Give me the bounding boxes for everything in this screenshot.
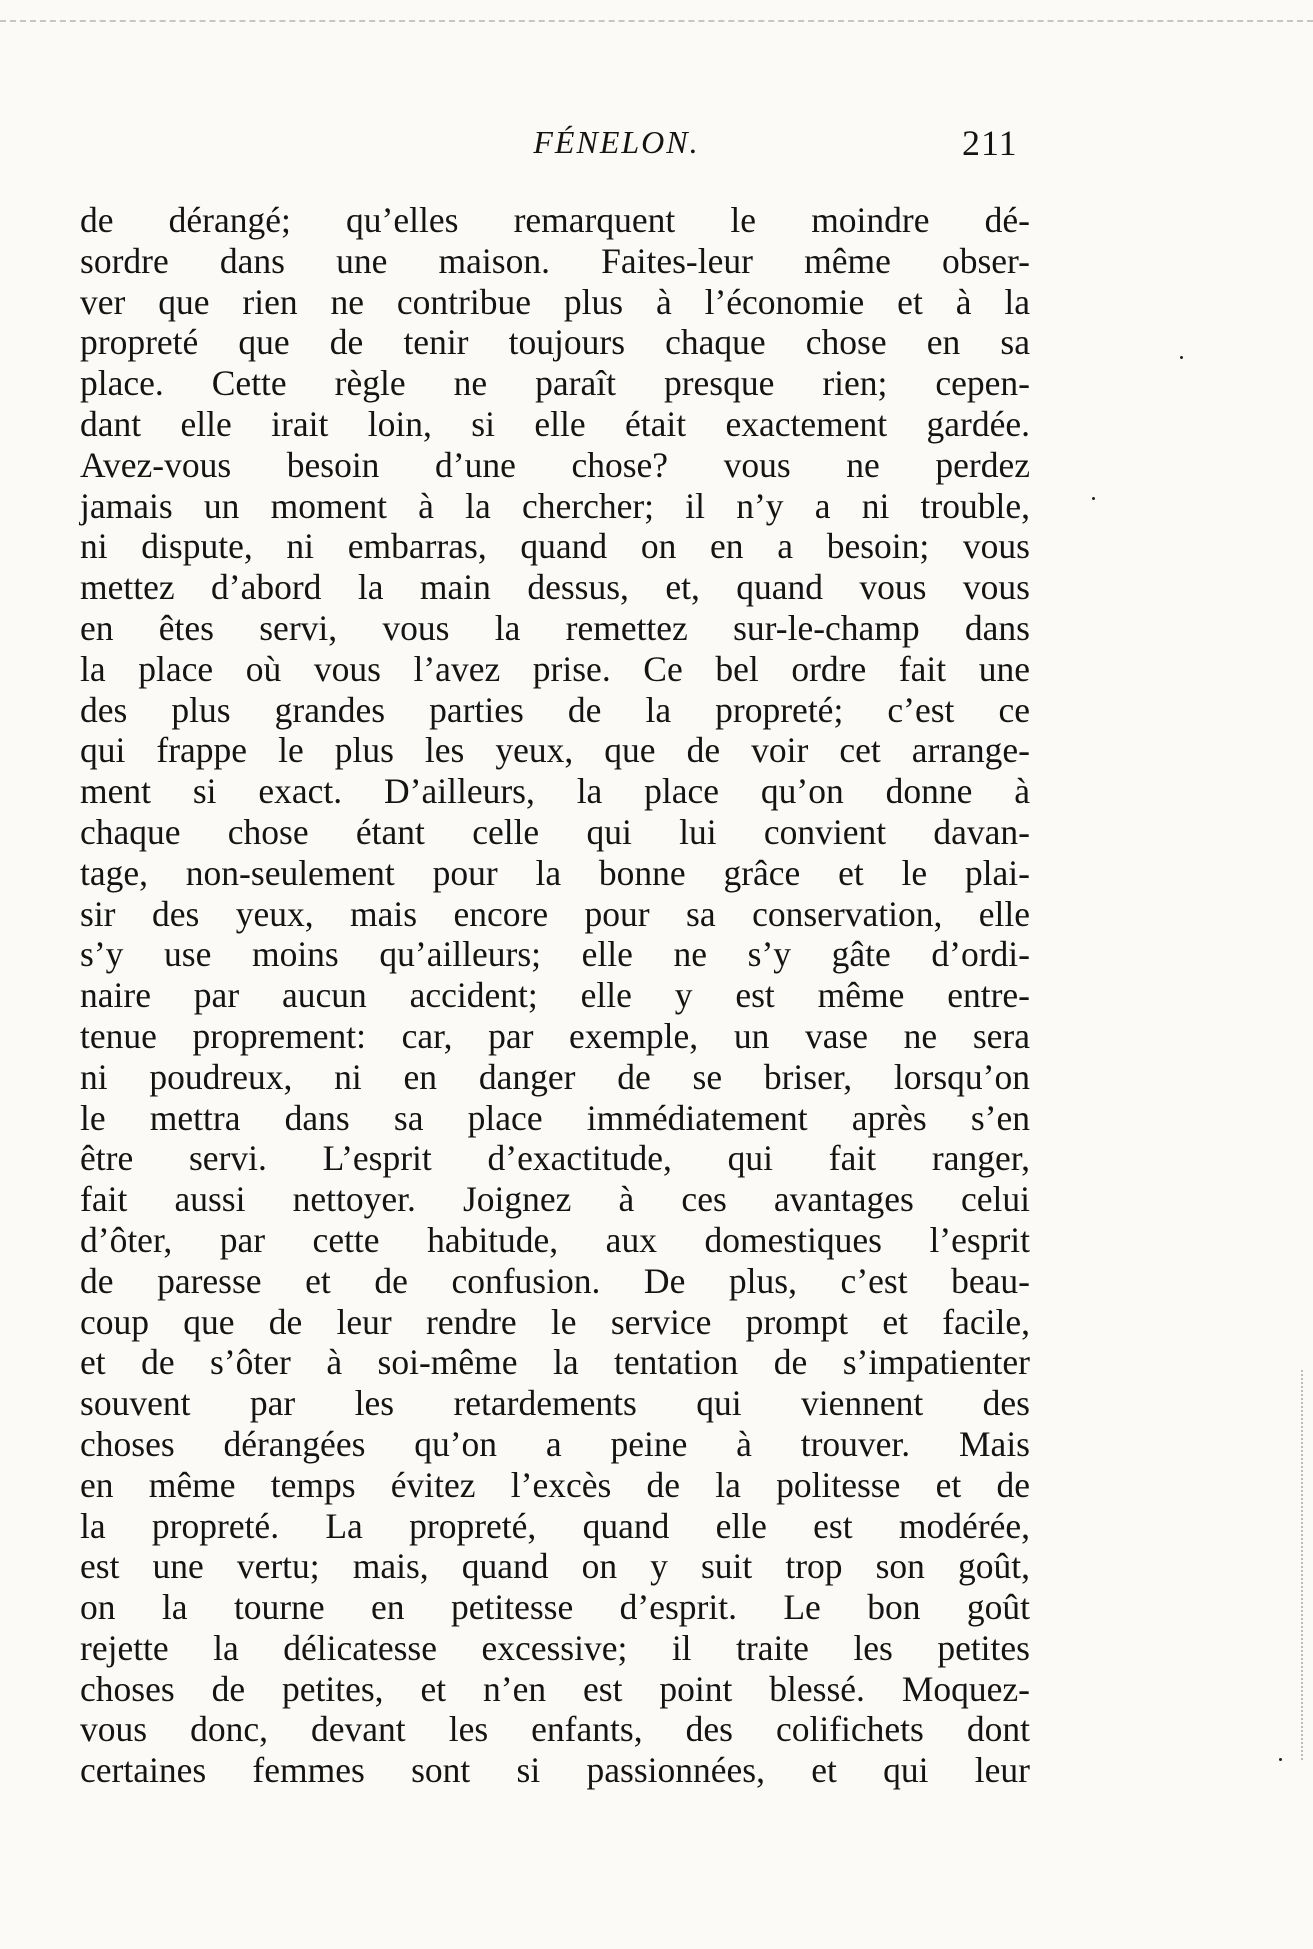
body-text bbox=[80, 200, 1030, 1791]
text-line: fait aussi nettoyer. Joignez à ces avantages celui bbox=[80, 1179, 1030, 1220]
ink-speck bbox=[1092, 497, 1095, 500]
text-line: ment si exact. D’ailleurs, la place qu’on donne à bbox=[80, 771, 1030, 812]
running-title: FÉNELON. bbox=[533, 124, 700, 160]
text-line: et de s’ôter à soi-même la tentation de s’impatienter bbox=[80, 1342, 1030, 1383]
text-line: place. Cette règle ne paraît presque rien; cepen- bbox=[80, 363, 1030, 404]
text-line: la propreté. La propreté, quand elle est modérée, bbox=[80, 1505, 1030, 1546]
text-line: ver que rien ne contribue plus à l’économie et à la bbox=[80, 281, 1030, 322]
text-line: être servi. L’esprit d’exactitude, qui fait ranger, bbox=[80, 1138, 1030, 1179]
ink-speck bbox=[1279, 1758, 1282, 1761]
text-line: on la tourne en petitesse d’esprit. Le bon goût bbox=[80, 1587, 1030, 1628]
text-line: choses dérangées qu’on a peine à trouver. Mais bbox=[80, 1423, 1030, 1464]
text-line: jamais un moment à la chercher; il n’y a ni trouble, bbox=[80, 485, 1030, 526]
text-line: ni poudreux, ni en danger de se briser, lorsqu’on bbox=[80, 1056, 1030, 1097]
page-number: 211 bbox=[962, 123, 1018, 163]
text-line: tenue proprement: car, par exemple, un vase ne sera bbox=[80, 1015, 1030, 1056]
text-line: naire par aucun accident; elle y est même entre- bbox=[80, 975, 1030, 1016]
text-line: tage, non-seulement pour la bonne grâce et le plai- bbox=[80, 852, 1030, 893]
text-line: chaque chose étant celle qui lui convient davan- bbox=[80, 811, 1030, 852]
text-line: sir des yeux, mais encore pour sa conservation, elle bbox=[80, 893, 1030, 934]
text-line: de dérangé; qu’elles remarquent le moindre dé- bbox=[80, 200, 1030, 240]
text-line: en êtes servi, vous la remettez sur-le-champ dans bbox=[80, 607, 1030, 648]
text-line: en même temps évitez l’excès de la politesse et de bbox=[80, 1464, 1030, 1505]
margin-scan-dots bbox=[1301, 1370, 1303, 1760]
text-line: s’y use moins qu’ailleurs; elle ne s’y gâte d’ordi- bbox=[80, 934, 1030, 975]
text-line: qui frappe le plus les yeux, que de voir cet arrange- bbox=[80, 730, 1030, 771]
text-line: vous donc, devant les enfants, des colifichets dont bbox=[80, 1709, 1030, 1750]
text-line: souvent par les retardements qui viennent des bbox=[80, 1383, 1030, 1424]
text-line: certaines femmes sont si passionnées, et qui leur bbox=[80, 1750, 1030, 1791]
text-line: propreté que de tenir toujours chaque chose en sa bbox=[80, 322, 1030, 363]
ink-speck bbox=[1180, 356, 1183, 359]
text-line: le mettra dans sa place immédiatement après s’en bbox=[80, 1097, 1030, 1138]
text-line: de paresse et de confusion. De plus, c’est beau- bbox=[80, 1260, 1030, 1301]
text-line: est une vertu; mais, quand on y suit trop son goût, bbox=[80, 1546, 1030, 1587]
text-line: rejette la délicatesse excessive; il traite les petites bbox=[80, 1627, 1030, 1668]
text-line: mettez d’abord la main dessus, et, quand vous vous bbox=[80, 567, 1030, 608]
text-line: choses de petites, et n’en est point blessé. Moquez- bbox=[80, 1668, 1030, 1709]
text-line: dant elle irait loin, si elle était exactement gardée. bbox=[80, 403, 1030, 444]
text-line: d’ôter, par cette habitude, aux domestiques l’esprit bbox=[80, 1219, 1030, 1260]
text-line: ni dispute, ni embarras, quand on en a besoin; vous bbox=[80, 526, 1030, 567]
top-scan-rule bbox=[0, 20, 1313, 22]
text-line: la place où vous l’avez prise. Ce bel ordre fait une bbox=[80, 648, 1030, 689]
text-line: coup que de leur rendre le service prompt et facile, bbox=[80, 1301, 1030, 1342]
text-line: des plus grandes parties de la propreté; c’est ce bbox=[80, 689, 1030, 730]
text-line: sordre dans une maison. Faites-leur même obser- bbox=[80, 240, 1030, 281]
text-line: Avez-vous besoin d’une chose? vous ne perdez bbox=[80, 444, 1030, 485]
